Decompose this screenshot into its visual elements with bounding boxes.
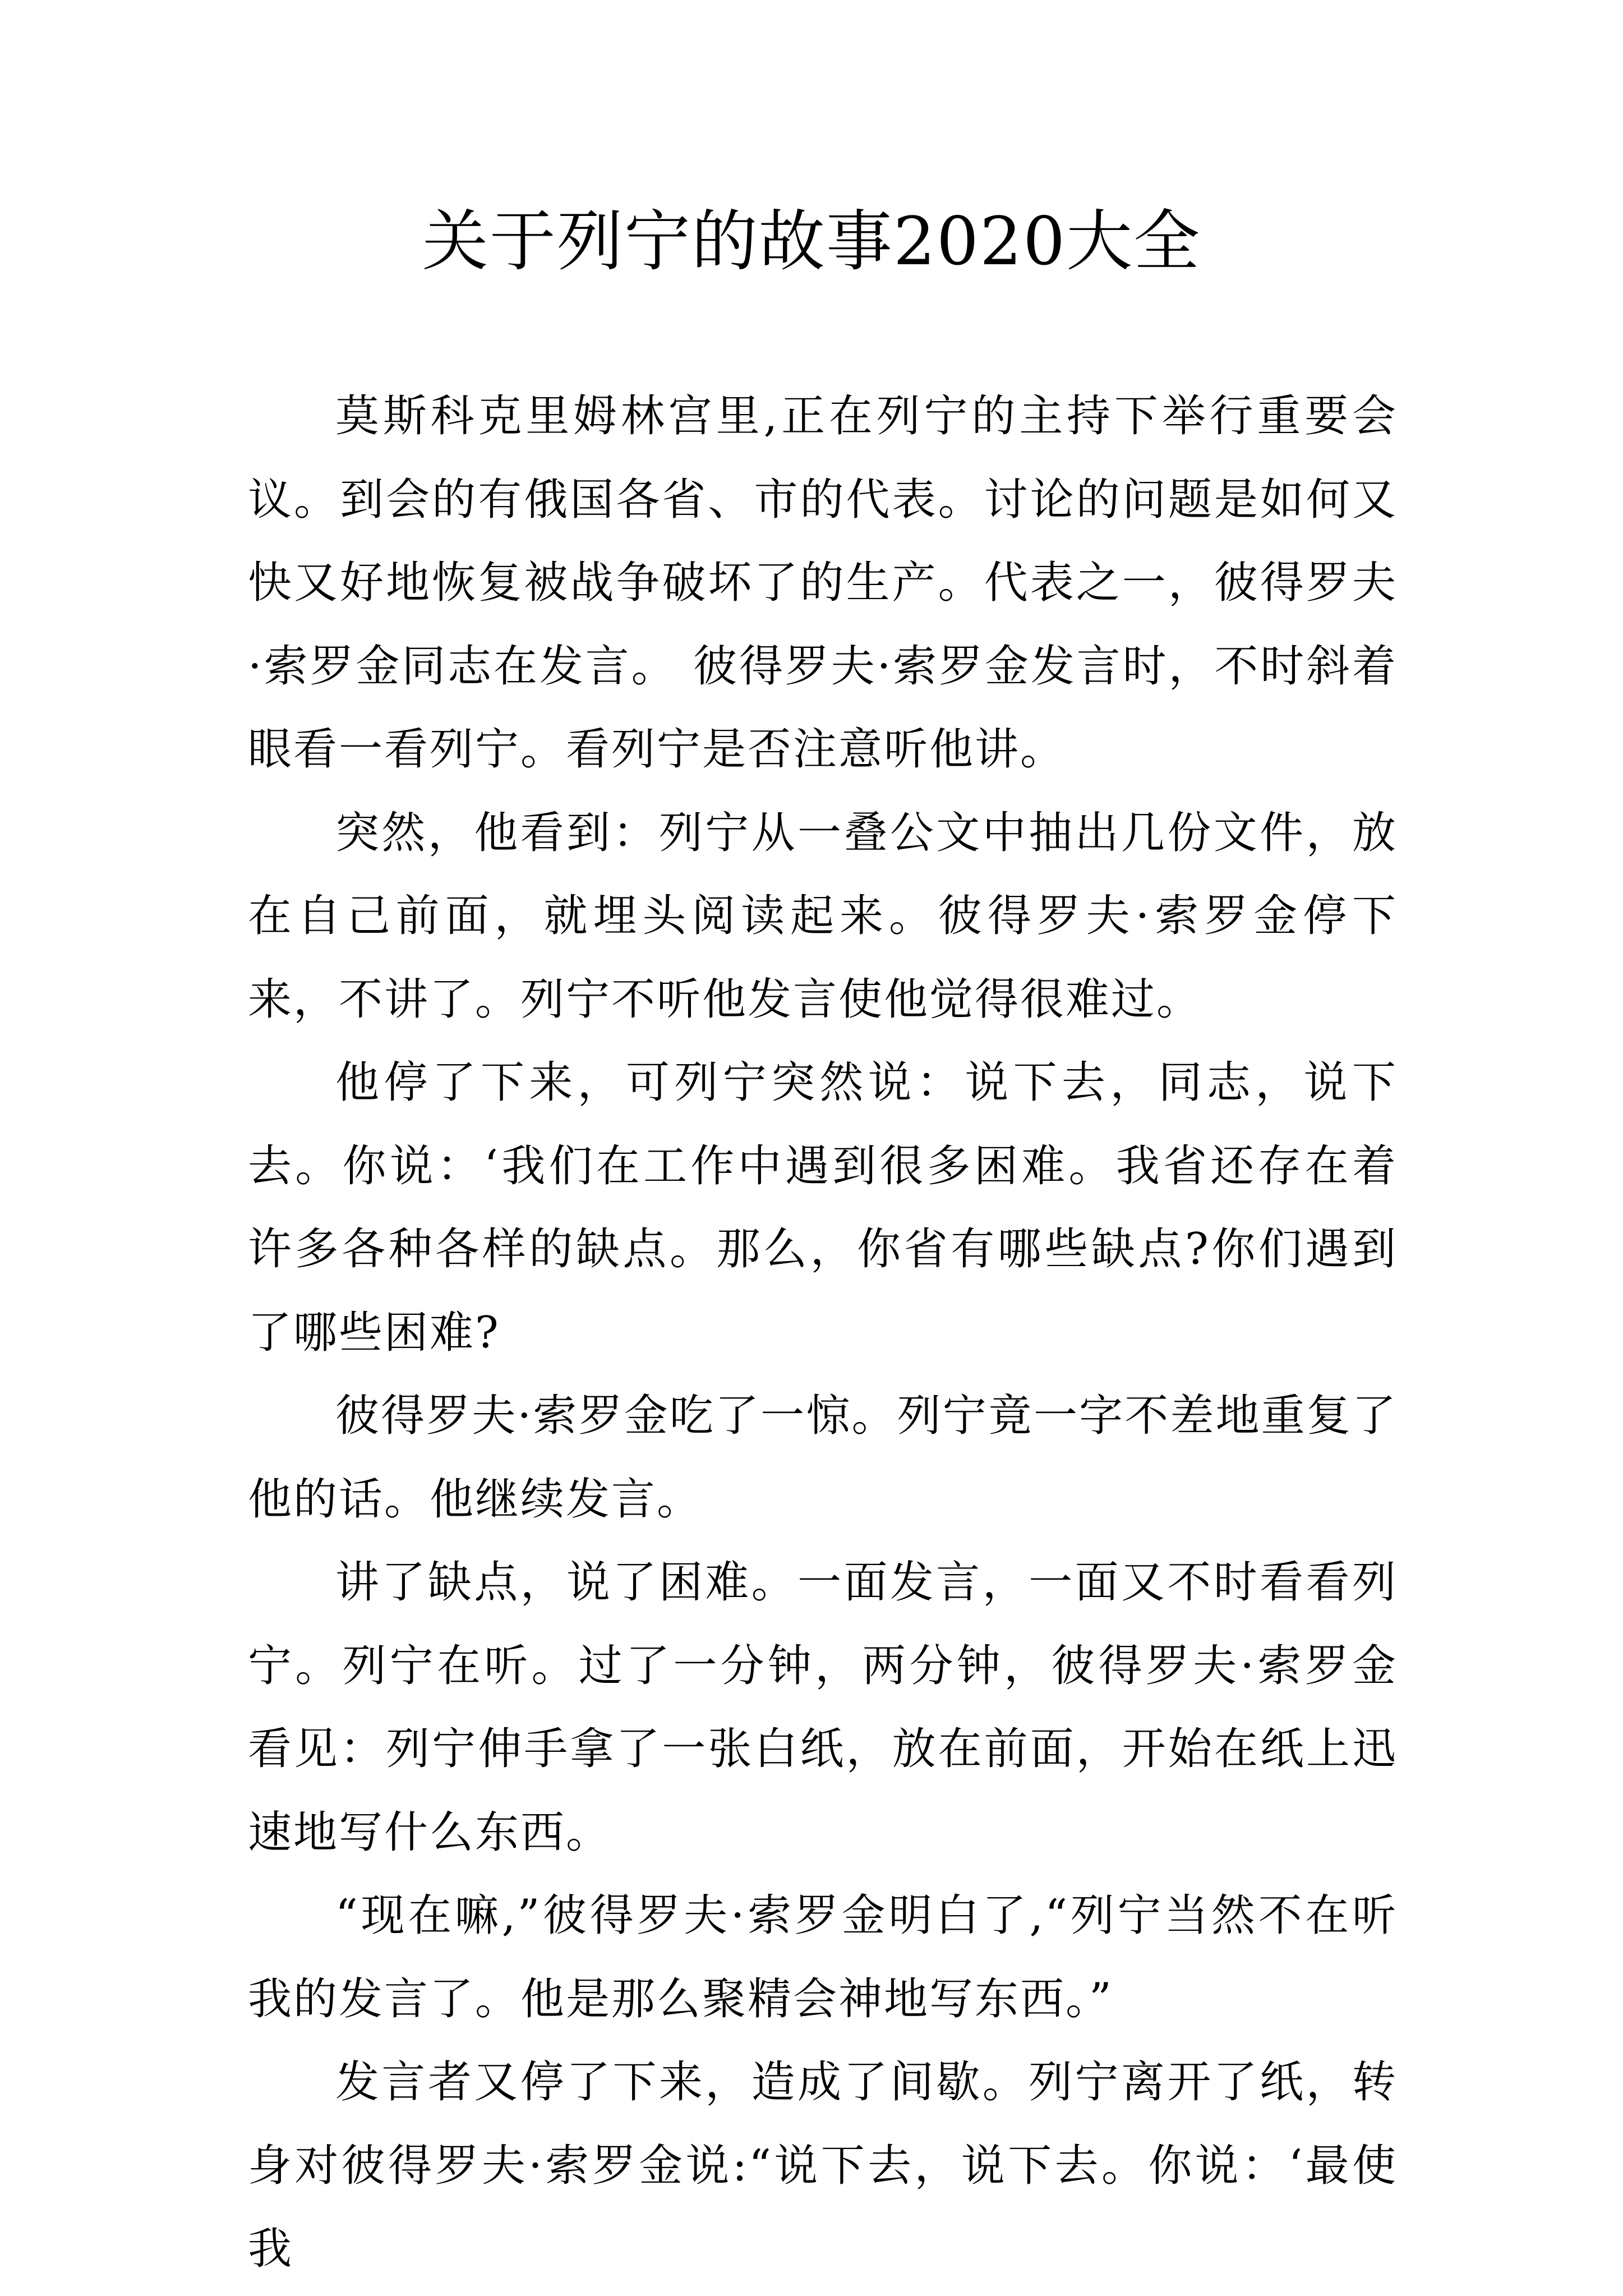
paragraph: 莫斯科克里姆林宫里,正在列宁的主持下举行重要会议。到会的有俄国各省、市的代表。讨论的问题是如何又快又好地恢复被战争破坏了的生产。代表之一，彼得罗夫·索罗金同志在发言。 彼得罗夫·索罗金发言时，不时斜着眼看一看列宁。看列宁是否注意听他讲。	[248, 391, 1398, 775]
paragraph: 突然，他看到：列宁从一叠公文中抽出几份文件，放在自己前面，就埋头阅读起来。彼得罗夫·索罗金停下来，不讲了。列宁不听他发言使他觉得很难过。	[248, 807, 1398, 1025]
paragraph: “现在嘛,”彼得罗夫·索罗金明白了,“列宁当然不在听我的发言了。他是那么聚精会神地写东西。”	[248, 1890, 1398, 2024]
paragraph: 发言者又停了下来，造成了间歇。列宁离开了纸，转身对彼得罗夫·索罗金说:“说下去，说下去。你说：‘最使我	[248, 2057, 1398, 2274]
document-body	[248, 375, 1398, 2291]
document-title: 关于列宁的故事2020大全	[422, 203, 1201, 280]
paragraph: 他停了下来，可列宁突然说：说下去，同志，说下去。你说：‘我们在工作中遇到很多困难。我省还存在着许多各种各样的缺点。那么，你省有哪些缺点?你们遇到了哪些困难?	[248, 1057, 1398, 1358]
paragraph: 彼得罗夫·索罗金吃了一惊。列宁竟一字不差地重复了他的话。他继续发言。	[248, 1391, 1398, 1525]
paragraph: 讲了缺点，说了困难。一面发言，一面又不时看看列宁。列宁在听。过了一分钟，两分钟，彼得罗夫·索罗金看见：列宁伸手拿了一张白纸，放在前面，开始在纸上迅速地写什么东西。	[248, 1557, 1398, 1858]
